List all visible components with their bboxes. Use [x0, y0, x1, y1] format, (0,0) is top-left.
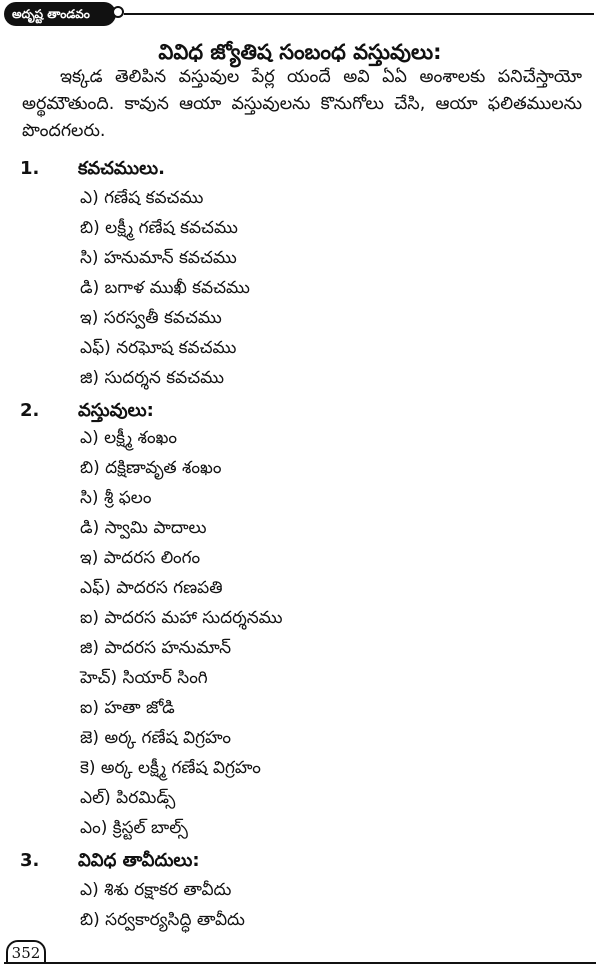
list-item: జి) పాదరస హనుమాన్ [80, 638, 232, 658]
list-item: ఎ) లక్ష్మీ శంఖం [80, 428, 178, 448]
list-item: ఎఫ్) పాదరస గణపతి [80, 578, 223, 598]
intro-text: ఇక్కడ తెలిపిన వస్తువుల పేర్ల యందే అవి ఏఏ అంశాలకు పనిచేస్తాయో అర్థమౌతుంది. కావున ఆయా వస్తువులను కొనుగోలు చేసి, ఆయా ఫలితములను పొందగలరు. [22, 67, 582, 141]
list-item: బి) దక్షిణావృత శంఖం [80, 458, 222, 478]
footer-rule [4, 962, 596, 964]
section-number: 3. [20, 850, 40, 871]
page-header [0, 0, 600, 30]
page-number: 352 [6, 940, 46, 964]
list-item: ఇ) సరస్వతీ కవచము [80, 308, 222, 328]
list-item: ఎఫ్) నరఘోష కవచము [80, 338, 237, 358]
list-item: ఇ) పాదరస లింగం [80, 548, 201, 568]
list-item: బి) సర్వకార్యసిద్ధి తావీదు [80, 910, 245, 930]
list-item: సి) హనుమాన్ కవచము [80, 248, 237, 268]
list-item: ఐ) పాదరస మహా సుదర్శనము [80, 608, 283, 628]
section-title: కవచములు. [78, 158, 165, 179]
list-item: ఎల్) పిరమిడ్స్ [80, 788, 176, 808]
list-item: సి) శ్రీ ఫలం [80, 488, 152, 508]
book-title: అదృష్ట తాండవం [4, 2, 116, 26]
list-item: ఐ) హతా జోడి [80, 698, 175, 718]
list-item: ఎం) క్రిస్టల్ బాల్స్ [80, 818, 188, 838]
list-item: బి) లక్ష్మీ గణేష కవచము [80, 218, 238, 238]
list-item: డి) స్వామి పాదాలు [80, 518, 207, 538]
list-item: జి) సుదర్శన కవచము [80, 368, 224, 388]
section-number: 2. [20, 400, 40, 421]
section-number: 1. [20, 158, 40, 179]
header-rule [124, 13, 594, 15]
list-item: హెచ్) సియార్ సింగి [80, 668, 208, 688]
header-ornament [112, 6, 124, 18]
section-title: వివిధ తావీదులు: [78, 850, 200, 871]
list-item: ఎ) గణేష కవచము [80, 188, 204, 208]
list-item: డి) బగాళ ముఖీ కవచము [80, 278, 250, 298]
list-item: ఎ) శిశు రక్షాకర తావీదు [80, 880, 232, 900]
section-title: వస్తువులు: [78, 400, 154, 421]
page-title: వివిధ జ్యోతిష సంబంధ వస్తువులు: [158, 40, 442, 64]
list-item: కె) అర్క లక్ష్మీ గణేష విగ్రహం [80, 758, 261, 778]
intro-paragraph [22, 64, 582, 145]
list-item: జె) అర్క గణేష విగ్రహం [80, 728, 232, 748]
